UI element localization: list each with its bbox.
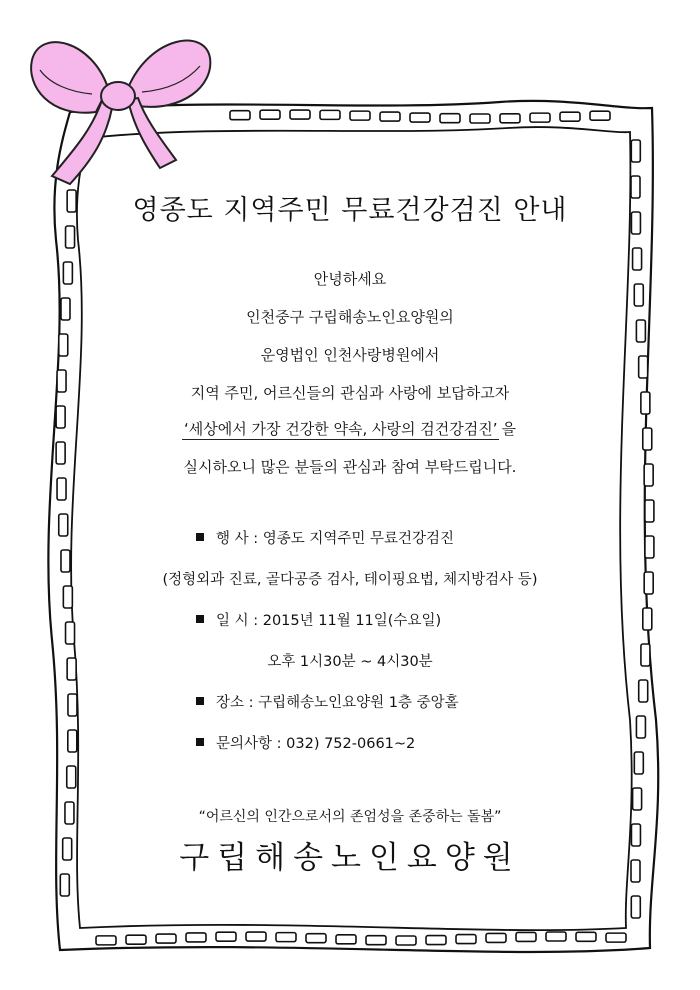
intro-line-5-suffix: 을 (501, 420, 516, 438)
footer-motto: “어르신의 인간으로서의 존엄성을 존중하는 돌봄” (198, 809, 502, 825)
stitch-dash (396, 936, 416, 945)
stitch-dash (631, 896, 640, 918)
intro-greeting: 안녕하세요 (313, 270, 387, 288)
stitch-dash (66, 622, 75, 644)
stitch-dash (60, 874, 69, 896)
stitch-dash (63, 586, 72, 608)
stitch-dash (470, 114, 490, 123)
event-subitems: (정형외과 진료, 골다공증 검사, 테이핑요법, 체지방검사 등) (162, 572, 538, 588)
stitch-dash (410, 113, 430, 122)
contact-value: 032) 752-0661~2 (286, 736, 416, 752)
stitch-dash (96, 936, 116, 945)
stitch-dash (590, 111, 610, 120)
stitch-dash (631, 140, 640, 162)
stitch-dash (350, 111, 370, 120)
stitch-dash (380, 112, 400, 121)
stitch-dash (546, 932, 566, 941)
stitch-dash (500, 114, 520, 123)
detail-place (196, 691, 459, 712)
page-title: 영종도 지역주민 무료건강검진 안내 (132, 195, 568, 226)
stitch-dash (576, 932, 596, 941)
stitch-dash (643, 608, 652, 630)
stitch-dash (440, 114, 460, 123)
stitch-dash (67, 766, 76, 788)
stitch-dash (246, 932, 266, 941)
square-bullet-icon (196, 615, 204, 623)
stitch-dash (260, 110, 280, 119)
detail-date (196, 609, 441, 630)
square-bullet-icon (196, 738, 204, 746)
square-bullet-icon (196, 533, 204, 541)
stitch-dash (636, 716, 645, 738)
stitch-dash (66, 226, 75, 248)
place-value: 구립해송노인요양원 1층 중앙홀 (258, 695, 459, 711)
stitch-dash (486, 933, 506, 942)
stitch-dash (276, 933, 296, 942)
stitch-dash (68, 694, 77, 716)
stitch-dash (639, 680, 648, 702)
organization-name: 구립해송노인요양원 (179, 840, 521, 876)
stitch-dash (156, 934, 176, 943)
square-bullet-icon (196, 697, 204, 705)
stitch-dash (336, 935, 356, 944)
intro-line-6: 실시하오니 많은 분들의 관심과 참여 부탁드립니다. (183, 458, 517, 476)
event-value: 영종도 지역주민 무료건강검진 (262, 531, 455, 547)
stitch-dash (290, 110, 310, 119)
campaign-quote: ‘세상에서 가장 건강한 약속, 사랑의 검건강검진’ (184, 420, 498, 438)
stitch-dash (366, 936, 386, 945)
contact-label: 문의사항 : (216, 736, 282, 752)
stitch-dash (456, 935, 476, 944)
stitch-dash (68, 730, 77, 752)
stitch-dash (230, 111, 250, 120)
stitch-dash (57, 478, 66, 500)
date-value: 2015년 11월 11일(수요일) (262, 613, 442, 629)
stitch-dash (530, 113, 550, 122)
stitch-dash (634, 752, 643, 774)
intro-line-5 (0, 418, 700, 439)
detail-contact (196, 732, 415, 753)
stitch-dash (306, 934, 326, 943)
detail-time: 오후 1시30분 ~ 4시30분 (267, 654, 433, 670)
stitch-dash (426, 936, 446, 945)
intro-line-4: 지역 주민, 어르신들의 관심과 사랑에 보답하고자 (190, 384, 510, 402)
intro-line-3: 운영법인 인천사랑병원에서 (260, 346, 440, 364)
stitch-dash (606, 933, 626, 942)
stitch-dash (186, 933, 206, 942)
stitch-dash (645, 500, 654, 522)
date-label: 일 시 : (216, 613, 259, 629)
stitch-dash (216, 932, 236, 941)
place-label: 장소 : (216, 695, 254, 711)
stitch-dash (59, 514, 68, 536)
event-label: 행 사 : (216, 531, 259, 547)
stitch-dash (633, 248, 642, 270)
stitch-dash (516, 932, 536, 941)
detail-event (196, 527, 454, 548)
stitch-dash (560, 112, 580, 121)
stitch-dash (645, 536, 654, 558)
stitch-dash (126, 935, 146, 944)
stitch-dash (320, 110, 340, 119)
intro-line-2: 인천중구 구립해송노인요양원의 (246, 308, 454, 326)
